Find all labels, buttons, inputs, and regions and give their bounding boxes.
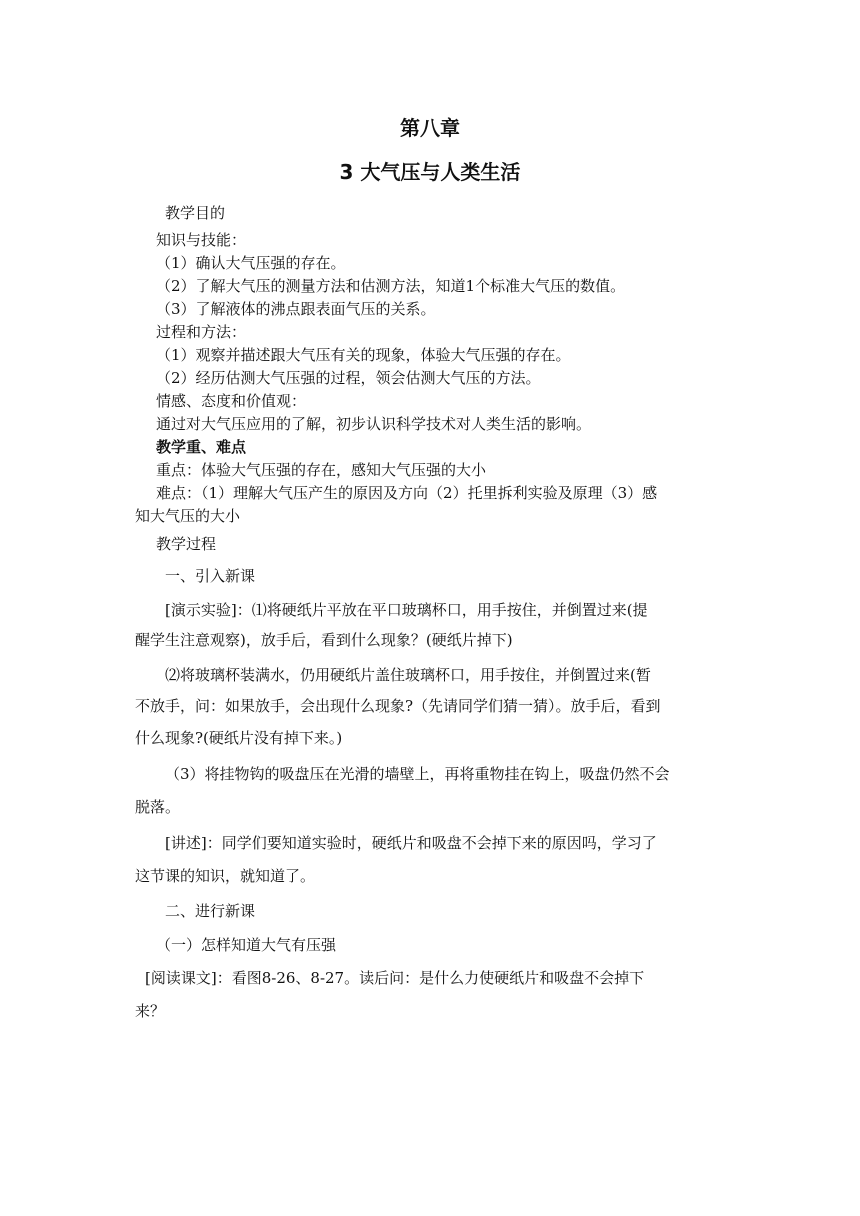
knowledge-item: （3）了解液体的沸点跟表面气压的关系。: [156, 300, 436, 318]
process-method-heading: 过程和方法：: [156, 323, 247, 341]
demo-paragraph: 什么现象?(硬纸片没有掉下来。): [135, 729, 343, 747]
demo-paragraph: 脱落。: [135, 798, 181, 816]
demo-paragraph: [演示实验]：⑴将硬纸片平放在平口玻璃杯口，用手按住，并倒置过来(提: [165, 601, 648, 619]
objectives-heading: 教学目的: [165, 204, 226, 222]
difficulty-text: 难点：（1）理解大气压产生的原因及方向（2）托里拆利实验及原理（3）感: [156, 484, 658, 502]
knowledge-heading: 知识与技能：: [156, 231, 247, 249]
key-points-heading: 教学重、难点: [156, 438, 247, 456]
section-heading: 二、进行新课: [165, 902, 256, 920]
lesson-title: 3 大气压与人类生活: [339, 160, 521, 184]
key-point-text: 重点：体验大气压强的存在，感知大气压强的大小: [156, 461, 487, 479]
reading-paragraph: 来？: [135, 1002, 166, 1020]
knowledge-item: （2）了解大气压的测量方法和估测方法，知道1个标准大气压的数值。: [156, 277, 626, 295]
knowledge-item: （1）确认大气压强的存在。: [156, 254, 346, 272]
chapter-title: 第八章: [400, 116, 460, 140]
demo-paragraph: （3）将挂物钩的吸盘压在光滑的墙壁上，再将重物挂在钩上，吸盘仍然不会: [165, 765, 670, 783]
demo-paragraph: 醒学生注意观察)，放手后，看到什么现象？(硬纸片掉下): [135, 631, 513, 649]
reading-paragraph: [阅读课文]：看图8-26、8-27。读后问：是什么力使硬纸片和吸盘不会掉下: [145, 969, 645, 987]
attitude-heading: 情感、态度和价值观：: [156, 392, 307, 410]
subsection-heading: （一）怎样知道大气有压强: [156, 936, 337, 954]
section-heading: 一、引入新课: [165, 567, 256, 585]
lecture-paragraph: [讲述]：同学们要知道实验时，硬纸片和吸盘不会掉下来的原因吗，学习了: [165, 834, 657, 852]
demo-paragraph: ⑵将玻璃杯装满水，仍用硬纸片盖住玻璃杯口，用手按住，并倒置过来(暂: [165, 666, 651, 684]
demo-paragraph: 不放手，问：如果放手，会出现什么现象?（先请同学们猜一猜）。放手后，看到: [135, 697, 661, 715]
teaching-process-heading: 教学过程: [156, 535, 217, 553]
difficulty-text: 知大气压的大小: [135, 507, 241, 525]
attitude-text: 通过对大气压应用的了解，初步认识科学技术对人类生活的影响。: [156, 415, 592, 433]
process-method-item: （2）经历估测大气压强的过程，领会估测大气压的方法。: [156, 369, 541, 387]
process-method-item: （1）观察并描述跟大气压有关的现象，体验大气压强的存在。: [156, 346, 571, 364]
lecture-paragraph: 这节课的知识，就知道了。: [135, 867, 316, 885]
